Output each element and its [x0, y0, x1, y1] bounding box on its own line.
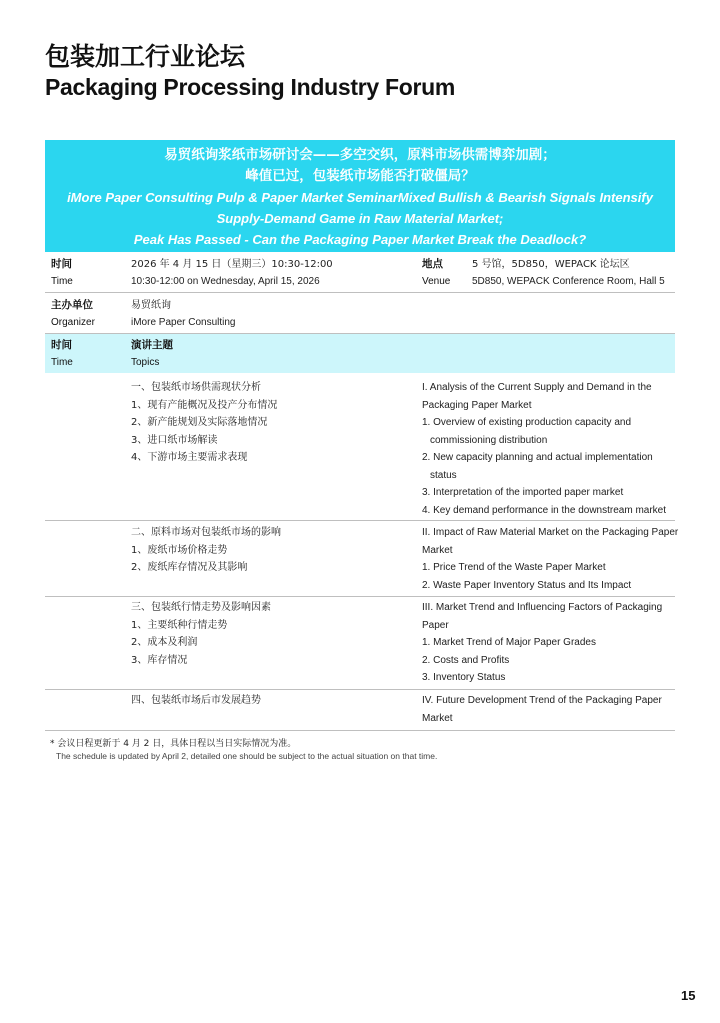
venue-value-en: 5D850, WEPACK Conference Room, Hall 5	[472, 276, 665, 287]
topic-2-en-line: Market	[422, 544, 453, 556]
topic-4-zh	[131, 692, 261, 710]
topic-row-1	[45, 373, 675, 521]
time-label-en: Time	[51, 276, 73, 287]
topics-label-en: Topics	[131, 357, 160, 368]
topic-2-zh	[131, 524, 281, 577]
time-label-zh: 时间	[51, 258, 72, 270]
topic-3-en-line: 1. Market Trend of Major Paper Grades	[422, 637, 596, 648]
organizer-value-en: iMore Paper Consulting	[131, 317, 236, 328]
venue-value-zh: 5 号馆，5D850，WEPACK 论坛区	[472, 259, 630, 270]
topic-row-3	[45, 597, 675, 690]
topic-3-en	[422, 599, 662, 687]
topic-3-en-line: 3. Inventory Status	[422, 672, 506, 683]
banner-line-4: Supply-Demand Game in Raw Material Market;	[216, 211, 504, 226]
topics-time-label-en: Time	[51, 357, 73, 368]
venue-label-zh: 地点	[422, 258, 443, 270]
topic-1-zh	[131, 379, 277, 467]
topic-4-en	[422, 692, 662, 727]
footnote-zh: * 会议日程更新于 4 月 2 日，具体日程以当日实际情况为准。	[50, 739, 297, 749]
topic-1-zh-line: 一、包装纸市场供需现状分析	[131, 382, 261, 393]
topic-row-2	[45, 521, 679, 597]
page-title-zh: 包装加工行业论坛	[45, 42, 246, 71]
banner-line-5: Peak Has Passed - Can the Packaging Paper Market Break the Deadlock?	[133, 232, 587, 247]
topic-1-zh-line: 3、进口纸市场解读	[131, 434, 218, 446]
topic-3-en-line: Paper	[422, 619, 449, 631]
venue-label-en: Venue	[422, 276, 451, 287]
footnote-en: The schedule is updated by April 2, detailed one should be subject to the actual situation on that time.	[56, 751, 438, 761]
session-banner	[45, 140, 675, 252]
topic-2-zh-line: 2、废纸库存情况及其影响	[131, 562, 248, 573]
topic-1-en-line: 1. Overview of existing production capacity and	[422, 417, 631, 428]
topic-1-en-line: commissioning distribution	[430, 434, 548, 446]
topic-3-zh-line: 3、库存情况	[131, 654, 188, 666]
organizer-label-zh: 主办单位	[51, 299, 93, 311]
topic-4-en-line: Market	[422, 712, 453, 724]
topic-1-zh-line: 4、下游市场主要需求表现	[131, 452, 248, 463]
organizer-value-zh: 易贸纸询	[131, 300, 171, 311]
topic-1-en	[422, 379, 666, 519]
topic-3-en-line: III. Market Trend and Influencing Factors of Packaging	[422, 602, 663, 613]
topic-3-zh-line: 2、成本及利润	[131, 637, 198, 648]
topic-4-en-line: IV. Future Development Trend of the Packaging Paper	[422, 695, 662, 706]
topic-1-en-line: 4. Key demand performance in the downstream market	[422, 504, 667, 516]
topic-1-en-line: Packaging Paper Market	[422, 399, 532, 411]
organizer-row	[45, 293, 675, 334]
topic-2-en-line: 2. Waste Paper Inventory Status and Its Impact	[422, 579, 632, 591]
topic-2-zh-line: 二、原料市场对包装纸市场的影响	[131, 527, 281, 538]
topic-1-zh-line: 1、现有产能概况及投产分布情况	[131, 399, 278, 411]
topics-time-label-zh: 时间	[51, 339, 72, 351]
topic-3-en-line: 2. Costs and Profits	[422, 654, 510, 666]
topics-header	[45, 334, 675, 373]
topic-1-en-line: status	[430, 469, 457, 481]
time-value-en: 10:30-12:00 on Wednesday, April 15, 2026	[131, 276, 320, 287]
time-venue-row	[45, 252, 675, 293]
banner-line-2: 峰值已过，包装纸市场能否打破僵局？	[245, 168, 475, 184]
organizer-label-en: Organizer	[51, 317, 95, 328]
topic-1-en-line: 3. Interpretation of the imported paper market	[422, 487, 624, 498]
topic-2-en	[422, 524, 678, 594]
topic-3-zh-line: 1、主要纸种行情走势	[131, 619, 228, 631]
topic-3-zh	[131, 599, 271, 669]
time-value-zh: 2026 年 4 月 15 日（星期三）10:30-12:00	[131, 259, 333, 270]
page-title-en: Packaging Processing Industry Forum	[45, 74, 455, 100]
topic-1-zh-line: 2、新产能规划及实际落地情况	[131, 417, 268, 428]
topic-row-4	[45, 690, 675, 731]
topic-1-en-line: 2. New capacity planning and actual implementation	[422, 452, 653, 463]
topic-3-zh-line: 三、包装纸行情走势及影响因素	[131, 602, 271, 613]
banner-line-1: 易贸纸询浆纸市场研讨会——多空交织，原料市场供需博弈加剧；	[164, 147, 556, 163]
topic-4-zh-line: 四、包装纸市场后市发展趋势	[131, 695, 261, 706]
topics-label-zh: 演讲主题	[131, 339, 173, 351]
topic-2-en-line: II. Impact of Raw Material Market on the Packaging Paper	[422, 527, 679, 538]
page-number: 15	[681, 988, 696, 1003]
topic-1-en-line: I. Analysis of the Current Supply and Demand in the	[422, 382, 652, 393]
topic-2-zh-line: 1、废纸市场价格走势	[131, 544, 228, 556]
banner-line-3: iMore Paper Consulting Pulp & Paper Market SeminarMixed Bullish & Bearish Signals Intensify	[67, 190, 653, 205]
topic-2-en-line: 1. Price Trend of the Waste Paper Market	[422, 562, 606, 573]
